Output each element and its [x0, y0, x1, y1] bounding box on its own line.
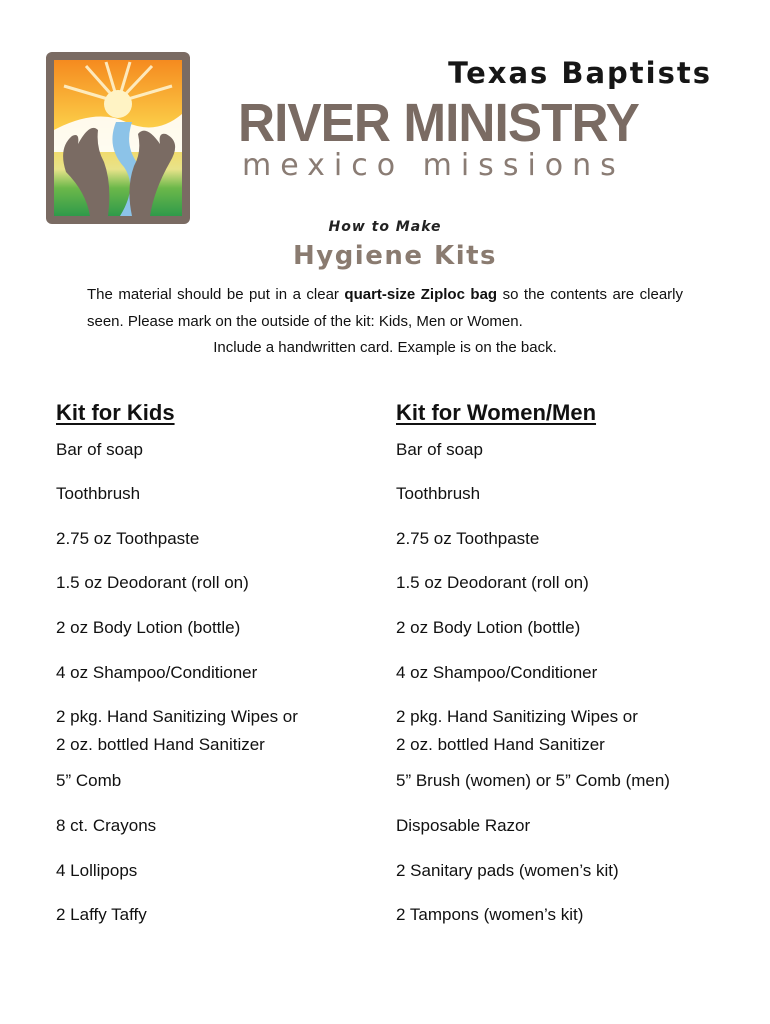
list-item: [396, 812, 756, 840]
list-item: [56, 703, 416, 759]
list-item-text: Toothbrush: [56, 484, 141, 503]
list-item-text: 5” Comb: [56, 771, 122, 790]
list-item-text: 5” Brush (women) or 5” Comb (men): [396, 771, 670, 790]
list-item-text: Toothbrush: [396, 484, 481, 503]
list-item-text: 2 Tampons (women’s kit): [396, 905, 584, 924]
list-item: [56, 480, 416, 508]
intro-text-pre: The material should be put in a clear: [87, 286, 345, 303]
list-item-text: Bar of soap: [56, 440, 143, 459]
intro-paragraph: [87, 282, 683, 362]
list-item: [396, 614, 756, 642]
list-item-text: 2 oz Body Lotion (bottle): [396, 618, 581, 637]
list-item: [396, 659, 756, 687]
list-item: [56, 812, 416, 840]
list-item-text: 2 Sanitary pads (women’s kit): [396, 861, 619, 880]
list-item-text: 8 ct. Crayons: [56, 816, 157, 835]
list-item: [396, 436, 756, 464]
list-item: [56, 901, 416, 929]
page-title: Hygiene Kits: [292, 241, 498, 271]
intro-text-bold: quart-size Ziploc bag: [344, 286, 498, 303]
org-name-top: Texas Baptists: [448, 56, 712, 90]
how-to-heading: How to Make: [328, 219, 442, 235]
list-item: [56, 767, 416, 795]
adults-kit-column: [396, 398, 756, 924]
list-item-text: 4 Lollipops: [56, 861, 138, 880]
list-item-text: Disposable Razor: [396, 816, 531, 835]
list-item-text: 2.75 oz Toothpaste: [396, 529, 540, 548]
list-item: [56, 659, 416, 687]
kids-kit-column: [56, 398, 386, 924]
list-item: [56, 525, 416, 553]
list-item-text: Bar of soap: [396, 440, 483, 459]
list-item: [396, 901, 756, 929]
list-item-text: 1.5 oz Deodorant (roll on): [396, 573, 589, 592]
list-item-text: 2 pkg. Hand Sanitizing Wipes or: [396, 707, 638, 726]
list-item: [396, 703, 756, 759]
list-item: [56, 857, 416, 885]
list-item-text: 2 pkg. Hand Sanitizing Wipes or: [56, 707, 298, 726]
list-item: [56, 569, 416, 597]
list-item-text: 2 Laffy Taffy: [56, 905, 147, 924]
list-item: [56, 436, 416, 464]
river-ministry-logo: [46, 52, 190, 224]
adults-kit-heading: Kit for Women/Men: [396, 400, 597, 425]
list-item-text: 4 oz Shampoo/Conditioner: [396, 663, 598, 682]
list-item: [56, 614, 416, 642]
list-item: [396, 857, 756, 885]
list-item: [396, 569, 756, 597]
list-item-text: 4 oz Shampoo/Conditioner: [56, 663, 258, 682]
org-subtitle: mexico missions: [242, 148, 625, 183]
list-item-text: 2.75 oz Toothpaste: [56, 529, 200, 548]
list-item-text: 2 oz. bottled Hand Sanitizer: [56, 735, 265, 754]
list-item: [396, 767, 756, 795]
intro-text-post: so the contents are clearly seen. Please mark on the outside of the kit: Kids, Men or Women.: [87, 286, 683, 330]
org-name-main: RIVER MINISTRY: [238, 93, 639, 153]
list-item: [396, 525, 756, 553]
list-item-text: 1.5 oz Deodorant (roll on): [56, 573, 249, 592]
list-item-text: 2 oz Body Lotion (bottle): [56, 618, 241, 637]
list-item-text: 2 oz. bottled Hand Sanitizer: [396, 735, 605, 754]
list-item: [396, 480, 756, 508]
kids-kit-heading: Kit for Kids: [56, 400, 175, 425]
intro-text-card: Include a handwritten card. Example is on the back.: [213, 339, 557, 356]
